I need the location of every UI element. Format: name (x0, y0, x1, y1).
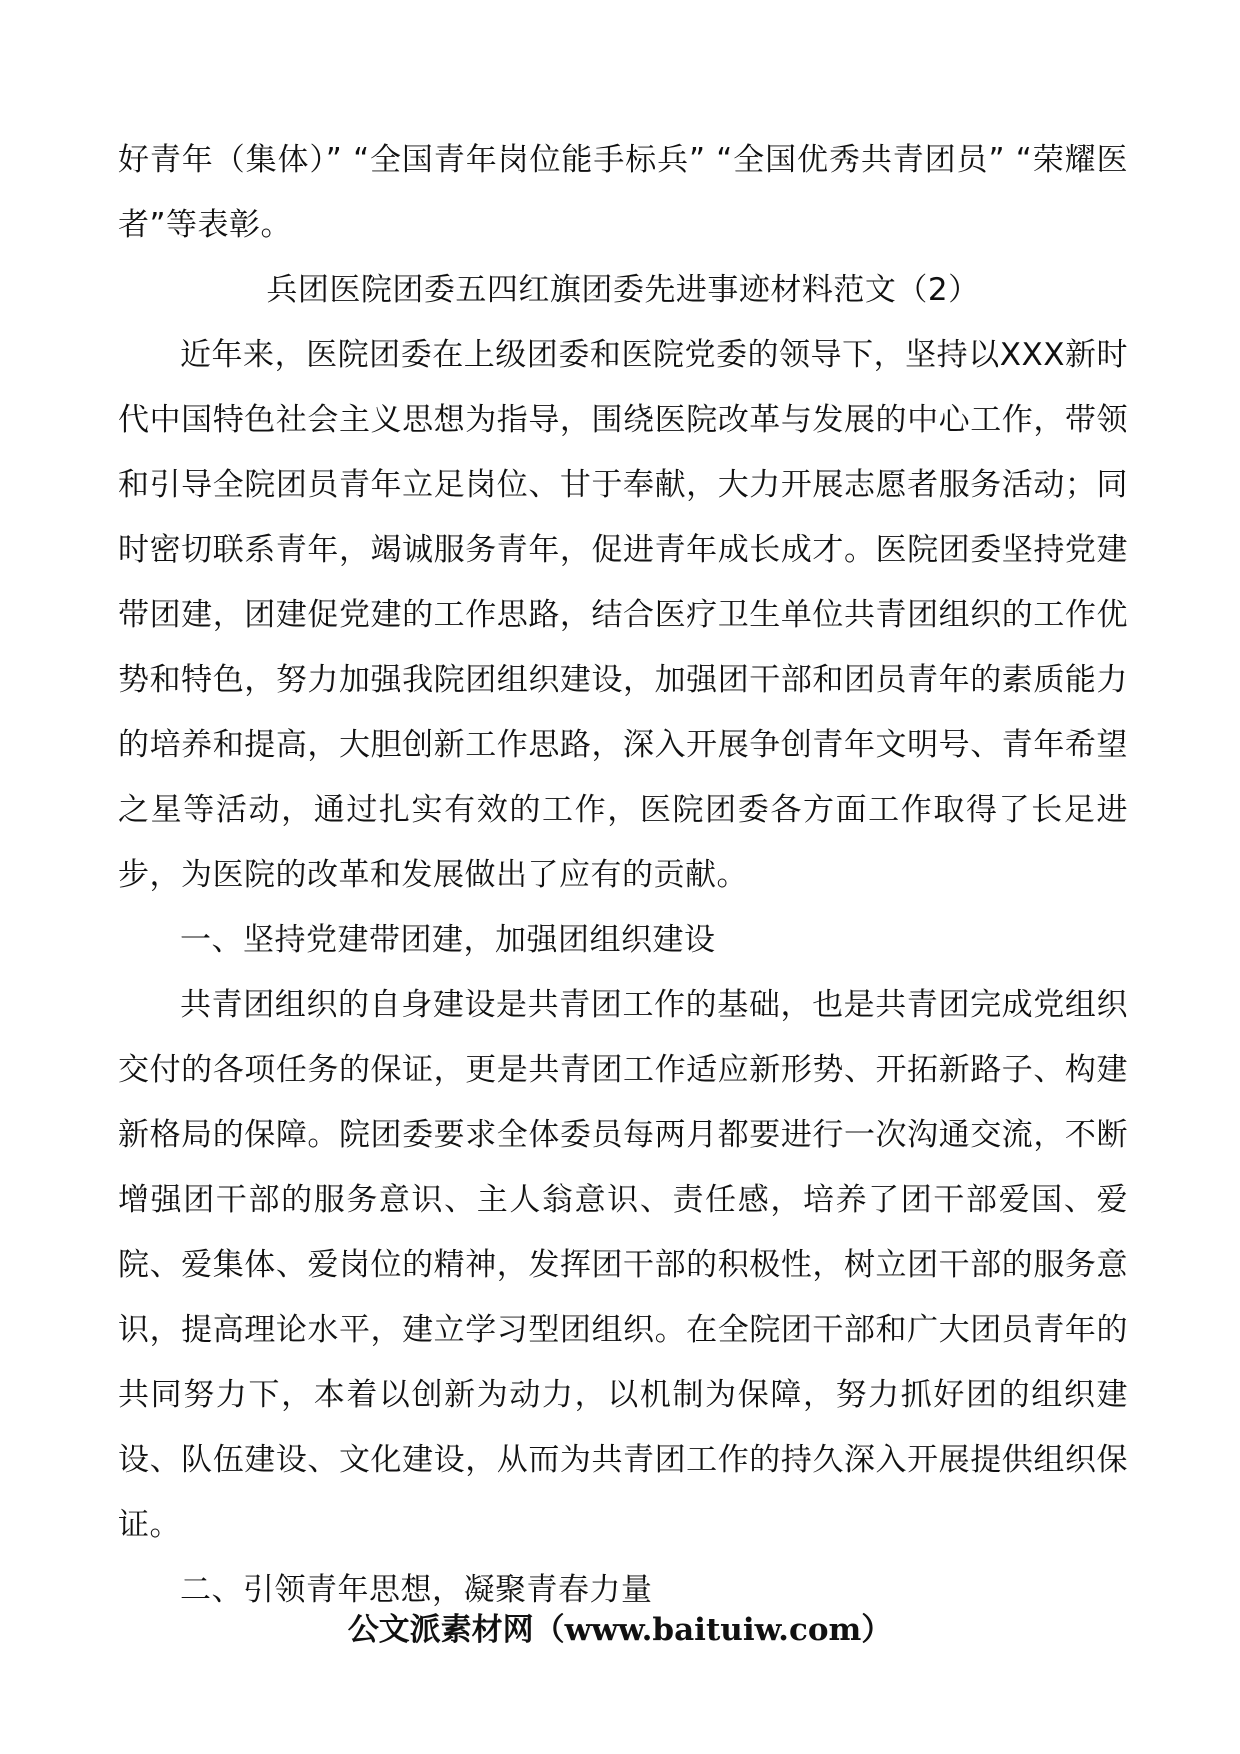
section-1-heading: 一、坚持党建带团建，加强团组织建设 (180, 922, 716, 958)
section-2-heading: 二、引领青年思想，凝聚青春力量 (180, 1572, 653, 1608)
section-1-body: 共青团组织的自身建设是共青团工作的基础，也是共青团完成党组织交付的各项任务的保证，更是共青团工作适应新形势、开拓新路子、构建新格局的保障。院团委要求全体委员每两月都要进行一次沟通交流，不断增强团干部的服务意识、主人翁意识、责任感，培养了团干部爱国、爱院、爱集体、爱岗位的精神，发挥团干部的积极性，树立团干部的服务意识，提高理论水平，建立学习型团组织。在全院团干部和广大团员青年的共同努力下，本着以创新为动力，以机制为保障，努力抓好团的组织建设、队伍建设、文化建设，从而为共青团工作的持久深入开展提供组织保证。 (118, 987, 1128, 1543)
document-page (118, 128, 1128, 1623)
document-title: 兵团医院团委五四红旗团委先进事迹材料范文（2） (266, 272, 980, 308)
continuation-paragraph: 好青年（集体）” “全国青年岗位能手标兵” “全国优秀共青团员” “荣耀医者”等表彰。 (118, 142, 1128, 243)
intro-paragraph: 近年来，医院团委在上级团委和医院党委的领导下，坚持以XXX新时代中国特色社会主义思想为指导，围绕医院改革与发展的中心工作，带领和引导全院团员青年立足岗位、甘于奉献，大力开展志愿者服务活动；同时密切联系青年，竭诚服务青年，促进青年成长成才。医院团委坚持党建带团建，团建促党建的工作思路，结合医疗卫生单位共青团组织的工作优势和特色，努力加强我院团组织建设，加强团干部和团员青年的素质能力的培养和提高，大胆创新工作思路，深入开展争创青年文明号、青年希望之星等活动，通过扎实有效的工作，医院团委各方面工作取得了长足进步，为医院的改革和发展做出了应有的贡献。 (118, 337, 1128, 893)
footer-watermark: 公文派素材网（www.baituiw.com） (347, 1612, 893, 1648)
